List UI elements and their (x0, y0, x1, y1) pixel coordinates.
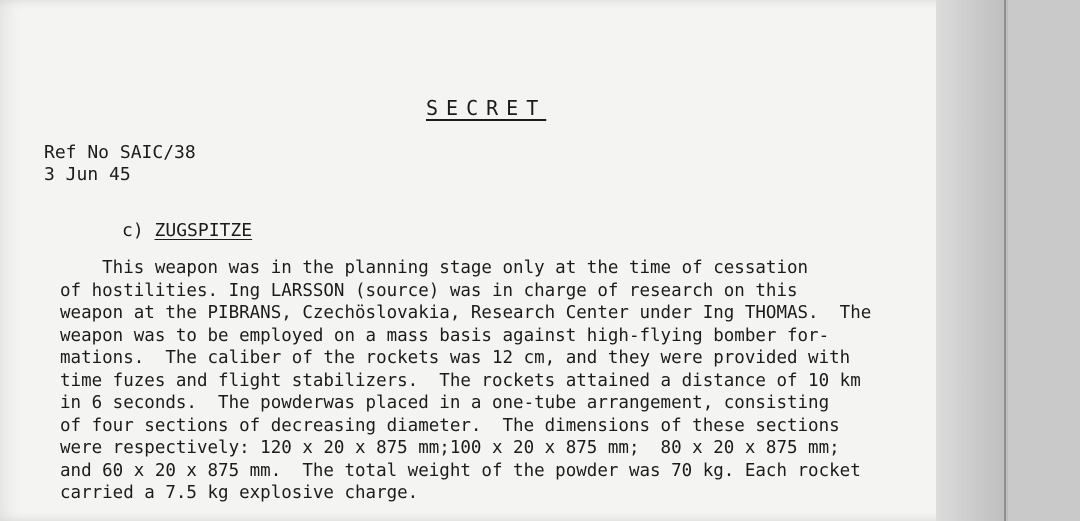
body-line: time fuzes and flight stabilizers. The rockets attained a distance of 10 km (60, 370, 861, 391)
section-marker: c) (122, 220, 144, 241)
body-line: in 6 seconds. The powderwas placed in a one-tube arrangement, consisting (60, 393, 830, 413)
reference-block (44, 142, 196, 186)
reference-number: Ref No SAIC/38 (44, 142, 196, 163)
section-title: ZUGSPITZE (154, 220, 253, 241)
body-paragraph (60, 257, 1000, 505)
page-edge (1004, 0, 1006, 521)
body-line: were respectively: 120 x 20 x 875 mm;100 x 20 x 875 mm; 80 x 20 x 875 mm; (60, 438, 840, 458)
body-line: of four sections of decreasing diameter. The dimensions of these sections (60, 415, 840, 436)
body-line: weapon was to be employed on a mass basis against high-flying bomber for- (60, 325, 830, 346)
body-line: of hostilities. Ing LARSSON (source) was in charge of research on this (60, 280, 798, 301)
section-heading (122, 220, 252, 242)
body-line: carried a 7.5 kg explosive charge. (60, 483, 419, 503)
classification-heading: SECRET (426, 96, 547, 120)
body-line: and 60 x 20 x 875 mm. The total weight of the powder was 70 kg. Each rocket (60, 460, 861, 481)
body-line: mations. The caliber of the rockets was 12 cm, and they were provided with (60, 348, 851, 368)
body-line: This weapon was in the planning stage only at the time of cessation (60, 258, 809, 278)
document-date: 3 Jun 45 (44, 164, 131, 185)
body-line: weapon at the PIBRANS, Czechöslovakia, Research Center under Ing THOMAS. The (60, 303, 872, 323)
